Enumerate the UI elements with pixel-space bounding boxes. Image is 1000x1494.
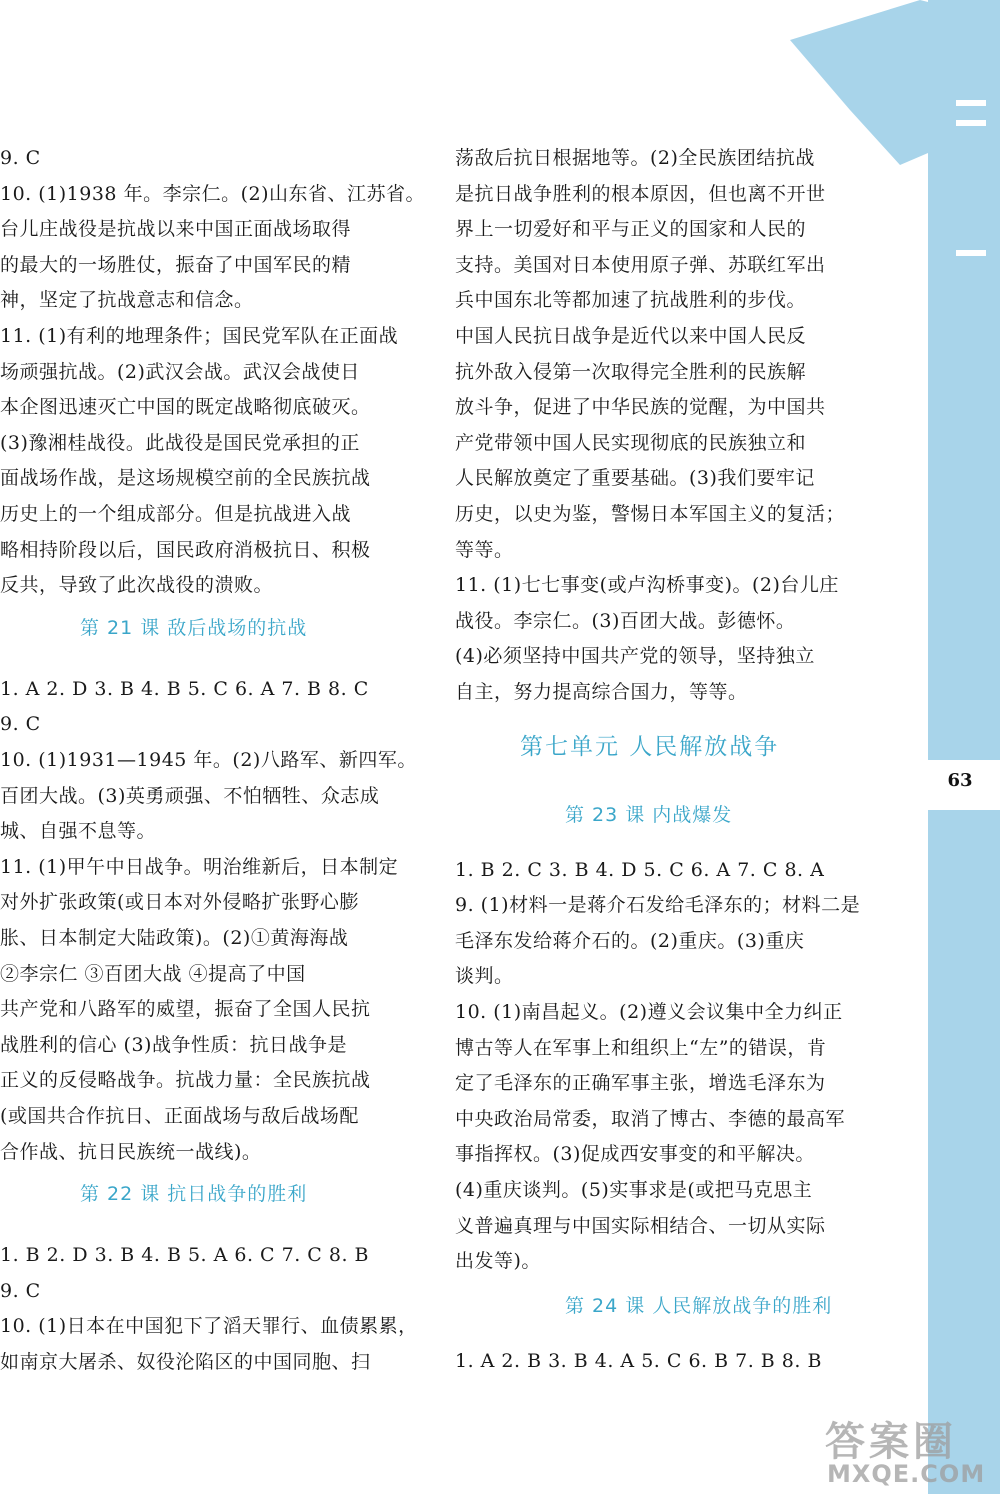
answer-line: 的最大的一场胜仗，振奋了中国军民的精 xyxy=(0,253,352,276)
answer-line: 9. C xyxy=(0,147,41,169)
answer-line: 历史上的一个组成部分。但是抗战进入战 xyxy=(0,503,352,525)
answer-line: 合作战、抗日民族统一战线)。 xyxy=(0,1140,262,1163)
answer-line: 博古等人在军事上和组织上“左”的错误，肯 xyxy=(455,1036,827,1059)
answer-line: 反共，导致了此次战役的溃败。 xyxy=(0,574,274,597)
answer-line: 1. A 2. D 3. B 4. B 5. C 6. A 7. B 8. C xyxy=(0,677,369,700)
answer-line: (4)必须坚持中国共产党的领导，坚持独立 xyxy=(455,645,815,668)
answer-line: 本企图迅速灭亡中国的既定战略彻底破灭。 xyxy=(0,396,371,419)
answer-line: 抗外敌入侵第一次取得完全胜利的民族解 xyxy=(455,360,807,383)
answer-line: 历史，以史为鉴，警惕日本军国主义的复活； xyxy=(455,503,846,525)
answer-line: 面战场作战，是这场规模空前的全民族抗战 xyxy=(0,467,371,490)
decorative-side-band xyxy=(928,0,1000,1494)
answer-line: 产党带领中国人民实现彻底的民族独立和 xyxy=(455,431,807,454)
answer-line: 出发等)。 xyxy=(455,1250,541,1273)
answer-line: 兵中国东北等都加速了抗战胜利的步伐。 xyxy=(455,289,807,312)
answer-line: 台儿庄战役是抗战以来中国正面战场取得 xyxy=(0,218,352,241)
answer-line: 中央政治局常委，取消了博古、李德的最高军 xyxy=(455,1107,846,1130)
lesson-heading: 第 24 课 人民解放战争的胜利 xyxy=(565,1294,833,1317)
answer-line: 1. B 2. C 3. B 4. D 5. C 6. A 7. C 8. A xyxy=(455,858,825,881)
answer-line: 9. C xyxy=(0,1279,41,1302)
answer-line: 事指挥权。(3)促成西安事变的和平解决。 xyxy=(455,1143,815,1166)
watermark-logo xyxy=(815,1410,1000,1494)
watermark-bottom-text: MXQE.COM xyxy=(827,1460,986,1488)
lesson-heading: 第 21 课 敌后战场的抗战 xyxy=(80,616,308,639)
answer-line: 界上一切爱好和平与正义的国家和人民的 xyxy=(455,218,807,241)
watermark-top-text: 答案圈 xyxy=(825,1419,957,1465)
answer-line: 10. (1)南昌起义。(2)遵义会议集中全力纠正 xyxy=(455,1001,843,1023)
answer-line: 11. (1)七七事变(或卢沟桥事变)。(2)台儿庄 xyxy=(455,574,839,597)
answer-line: 正义的反侵略战争。抗战力量：全民族抗战 xyxy=(0,1069,371,1092)
answer-line: 等等。 xyxy=(455,538,514,561)
answer-line: 中国人民抗日战争是近代以来中国人民反 xyxy=(455,325,807,347)
answer-line: ②李宗仁 ③百团大战 ④提高了中国 xyxy=(0,962,306,985)
answer-line: 9. C xyxy=(0,713,41,736)
answer-line: 神，坚定了抗战意志和信念。 xyxy=(0,289,254,312)
answer-line: 是抗日战争胜利的根本原因，但也离不开世 xyxy=(455,182,826,205)
answer-line: 10. (1)日本在中国犯下了滔天罪行、血债累累， xyxy=(0,1315,418,1338)
unit-heading: 第七单元 人民解放战争 xyxy=(520,733,780,760)
answer-line: (或国共合作抗日、正面战场与敌后战场配 xyxy=(0,1105,359,1127)
answer-line: 战役。李宗仁。(3)百团大战。彭德怀。 xyxy=(455,609,796,632)
answer-line: 10. (1)1931—1945 年。(2)八路军、新四军。 xyxy=(0,749,417,771)
answer-line: 胀、日本制定大陆政策)。(2)①黄海海战 xyxy=(0,927,349,949)
answer-line: 百团大战。(3)英勇顽强、不怕牺牲、众志成 xyxy=(0,784,380,807)
lesson-heading: 第 22 课 抗日战争的胜利 xyxy=(80,1183,308,1206)
answer-line: (3)豫湘桂战役。此战役是国民党承担的正 xyxy=(0,431,360,454)
answer-line: 1. A 2. B 3. B 4. A 5. C 6. B 7. B 8. B xyxy=(455,1349,822,1372)
answer-line: 场顽强抗战。(2)武汉会战。武汉会战使日 xyxy=(0,360,360,383)
answer-line: 如南京大屠杀、奴役沦陷区的中国同胞、扫 xyxy=(0,1351,371,1373)
answer-line: (4)重庆谈判。(5)实事求是(或把马克思主 xyxy=(455,1179,813,1201)
answer-line: 荡敌后抗日根据地等。(2)全民族团结抗战 xyxy=(455,147,815,169)
answer-line: 11. (1)甲午中日战争。明治维新后，日本制定 xyxy=(0,855,399,878)
answer-line: 共产党和八路军的威望，振奋了全国人民抗 xyxy=(0,998,371,1021)
answer-line: 义普遍真理与中国实际相结合、一切从实际 xyxy=(455,1214,826,1237)
lesson-heading: 第 23 课 内战爆发 xyxy=(565,803,733,826)
answer-line: 放斗争，促进了中华民族的觉醒，为中国共 xyxy=(455,396,826,419)
answer-line: 战胜利的信心 (3)战争性质：抗日战争是 xyxy=(0,1033,347,1056)
answer-line: 对外扩张政策(或日本对外侵略扩张野心膨 xyxy=(0,891,359,914)
answer-line: 定了毛泽东的正确军事主张，增选毛泽东为 xyxy=(455,1072,826,1095)
answer-line: 谈判。 xyxy=(455,965,514,988)
answer-line: 9. (1)材料一是蒋介石发给毛泽东的；材料二是 xyxy=(455,894,861,917)
answer-line: 毛泽东发给蒋介石的。(2)重庆。(3)重庆 xyxy=(455,929,805,952)
answer-line: 1. B 2. D 3. B 4. B 5. A 6. C 7. C 8. B xyxy=(0,1244,369,1267)
answer-line: 略相持阶段以后，国民政府消极抗日、积极 xyxy=(0,538,371,561)
answer-line: 人民解放奠定了重要基础。(3)我们要牢记 xyxy=(455,467,815,490)
answer-line: 城、自强不息等。 xyxy=(0,820,157,843)
answer-line: 10. (1)1938 年。李宗仁。(2)山东省、江苏省。 xyxy=(0,182,425,205)
answer-line: 支持。美国对日本使用原子弹、苏联红军出 xyxy=(455,253,826,276)
answer-line: 自主，努力提高综合国力，等等。 xyxy=(455,681,748,703)
page-number: 63 xyxy=(947,770,973,791)
answer-line: 11. (1)有利的地理条件；国民党军队在正面战 xyxy=(0,325,399,347)
